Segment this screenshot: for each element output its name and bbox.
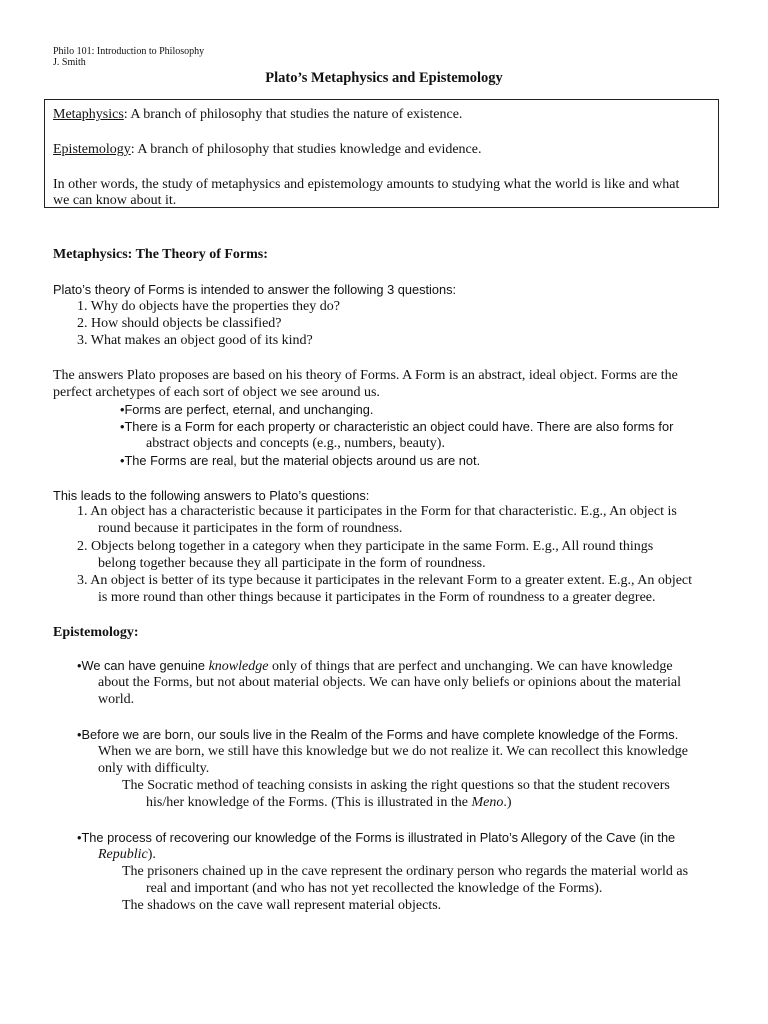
souls-bullet-line-3: only with difficulty. <box>98 761 210 776</box>
answer-1-line-2: round because it participates in the form of roundness. <box>98 521 403 536</box>
bullet-forms-perfect: •Forms are perfect, eternal, and unchanging. <box>120 402 374 417</box>
socratic-line-2: his/her knowledge of the Forms. (This is illustrated in the Meno.) <box>146 795 512 810</box>
republic-title: Republic <box>98 847 148 862</box>
souls-bullet-line-1: •Before we are born, our souls live in the Realm of the Forms and have complete knowledge of the Forms. <box>77 727 679 742</box>
answer-3-line-1: 3. An object is better of its type because it participates in the relevant Form to a greater extent. E.g., An object <box>77 573 693 588</box>
epistemology-definition <box>53 141 482 158</box>
shadows-line: The shadows on the cave wall represent material objects. <box>122 898 442 913</box>
answer-2-line-1: 2. Objects belong together in a category when they participate in the same Form. E.g., All round things <box>77 539 654 554</box>
leads-line: This leads to the following answers to Plato’s questions: <box>53 488 370 503</box>
cave-bullet-line-1: •The process of recovering our knowledge of the Forms is illustrated in Plato’s Allegory of the Cave (in the <box>77 830 676 845</box>
epistemology-term: Epistemology <box>53 142 131 157</box>
epistemology-heading: Epistemology: <box>53 625 139 640</box>
metaphysics-definition <box>53 106 462 123</box>
bullet-form-each-property-cont: abstract objects and concepts (e.g., numbers, beauty). <box>146 436 445 451</box>
knowledge-bullet-line-3: world. <box>98 692 135 707</box>
bullet-form-each-property: •There is a Form for each property or characteristic an object could have. There are also forms for <box>120 419 674 434</box>
prisoners-line-1: The prisoners chained up in the cave represent the ordinary person who regards the material world as <box>122 864 689 879</box>
meno-title: Meno <box>471 795 504 810</box>
question-2: 2. How should objects be classified? <box>77 316 282 331</box>
cave-bullet-line-2: Republic). <box>98 847 156 862</box>
bullet-forms-real: •The Forms are real, but the material objects around us are not. <box>120 453 481 468</box>
souls-bullet-line-2: When we are born, we still have this knowledge but we do not realize it. We can recollect this knowledge <box>98 744 688 759</box>
answers-paragraph-line-2: perfect archetypes of each sort of object we see around us. <box>53 385 380 400</box>
summary-line-1: In other words, the study of metaphysics and epistemology amounts to studying what the world is like and what <box>53 177 680 192</box>
author-name: J. Smith <box>53 57 86 68</box>
forms-heading: Metaphysics: The Theory of Forms: <box>53 247 268 262</box>
metaphysics-text: : A branch of philosophy that studies the nature of existence. <box>123 107 463 122</box>
knowledge-bullet-line-2: about the Forms, but not about material objects. We can have only beliefs or opinions about the material <box>98 675 681 690</box>
socratic-line-1: The Socratic method of teaching consists in asking the right questions so that the student recovers <box>122 778 670 793</box>
answers-paragraph-line-1: The answers Plato proposes are based on his theory of Forms. A Form is an abstract, ideal object. Forms are the <box>53 368 678 383</box>
knowledge-bullet-line-1: •We can have genuine knowledge only of things that are perfect and unchanging. We can have knowledge <box>77 658 673 674</box>
prisoners-line-2: real and important (and who has not yet recollected the knowledge of the Forms). <box>146 881 603 896</box>
page-title: Plato’s Metaphysics and Epistemology <box>265 70 503 86</box>
metaphysics-term: Metaphysics <box>53 107 124 122</box>
question-1: 1. Why do objects have the properties they do? <box>77 299 340 314</box>
epistemology-text: : A branch of philosophy that studies knowledge and evidence. <box>130 142 482 157</box>
summary-line-2: we can know about it. <box>53 193 177 208</box>
answer-2-line-2: belong together because they all participate in the form of roundness. <box>98 556 486 571</box>
answer-1-line-1: 1. An object has a characteristic because it participates in the Form for that characteristic. E.g., An object is <box>77 504 677 519</box>
question-3: 3. What makes an object good of its kind? <box>77 333 313 348</box>
forms-intro: Plato’s theory of Forms is intended to answer the following 3 questions: <box>53 282 457 297</box>
knowledge-emphasis: knowledge <box>208 659 269 674</box>
course-name: Philo 101: Introduction to Philosophy <box>53 46 205 57</box>
answer-3-line-2: is more round than other things because it participates in the Form of roundness to a greater degree. <box>98 590 656 605</box>
